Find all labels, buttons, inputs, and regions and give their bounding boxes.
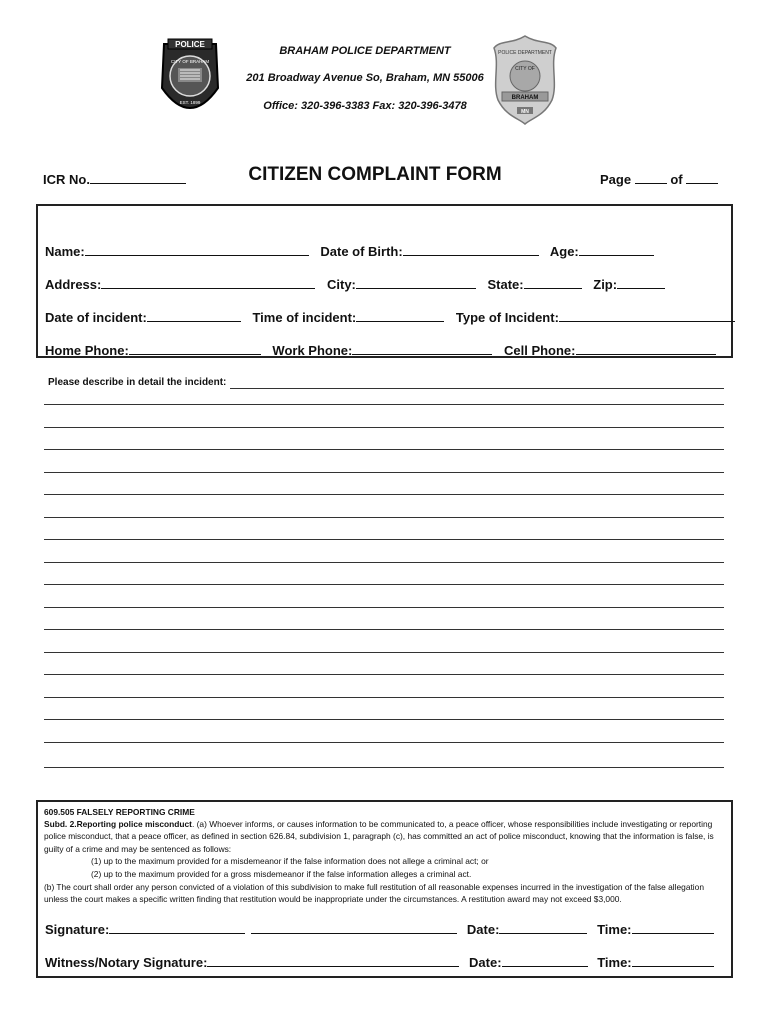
description-line[interactable]	[44, 539, 724, 540]
date-of-incident-label: Date of incident:	[45, 310, 147, 325]
icr-number-field[interactable]	[43, 171, 186, 187]
time-of-incident-field[interactable]	[356, 309, 444, 322]
type-of-incident-label: Type of Incident:	[455, 310, 559, 325]
witness-signature-label: Witness/Notary Signature:	[45, 955, 208, 970]
department-name: BRAHAM POLICE DEPARTMENT	[279, 45, 451, 57]
statute-para-a-text: . (a) Whoever informs, or causes information to be communicated to, a peace officer, whose responsibilities include investigating or reporting police misconduct, that a peace officer, as defined in section 626.84, subdivision 1, paragraph (c), has committed an act of police misconduct, knowing that the information is false, is guilty of a crime and may be sentenced as follows:	[44, 819, 714, 854]
form-title: CITIZEN COMPLAINT FORM	[248, 164, 502, 185]
svg-text:CITY OF BRAHAM: CITY OF BRAHAM	[170, 59, 210, 64]
statute-item-2: (2) up to the maximum provided for a gross misdemeanor if the false information alleges a criminal act.	[91, 869, 472, 879]
svg-text:MN: MN	[521, 109, 529, 115]
svg-text:CITY OF: CITY OF	[515, 66, 535, 72]
zip-label: Zip:	[593, 277, 618, 292]
description-line[interactable]	[44, 472, 724, 473]
svg-text:BRAHAM: BRAHAM	[511, 95, 539, 101]
signature-time-label: Time:	[597, 922, 632, 937]
age-field[interactable]	[579, 243, 654, 256]
name-field[interactable]	[85, 243, 309, 256]
work-phone-label: Work Phone:	[272, 343, 353, 358]
signature-row	[45, 921, 720, 937]
state-field[interactable]	[524, 276, 582, 289]
type-of-incident-field[interactable]	[559, 309, 735, 322]
description-line[interactable]	[44, 652, 724, 653]
description-line[interactable]	[44, 517, 724, 518]
witness-signature-field[interactable]	[207, 954, 459, 967]
signature-date-field[interactable]	[499, 921, 587, 934]
police-patch-logo	[158, 36, 222, 126]
date-of-incident-field[interactable]	[147, 309, 241, 322]
svg-text:EST. 1899: EST. 1899	[179, 100, 201, 105]
signature-field[interactable]	[109, 921, 245, 934]
state-label: State:	[487, 277, 524, 292]
time-of-incident-label: Time of incident:	[252, 310, 357, 325]
info-row-address	[45, 276, 673, 292]
witness-date-field[interactable]	[502, 954, 588, 967]
address-label: Address:	[45, 277, 102, 292]
statute-paragraph-a	[44, 818, 728, 855]
description-line[interactable]	[44, 719, 724, 720]
icr-blank[interactable]	[90, 171, 186, 184]
work-phone-field[interactable]	[352, 342, 492, 355]
witness-date-label: Date:	[469, 955, 502, 970]
signature-date-label: Date:	[466, 922, 500, 937]
page-number-blank[interactable]	[635, 171, 667, 184]
svg-text:POLICE DEPARTMENT: POLICE DEPARTMENT	[498, 50, 552, 56]
description-line[interactable]	[44, 607, 724, 608]
description-line[interactable]	[44, 494, 724, 495]
address-field[interactable]	[101, 276, 315, 289]
witness-time-label: Time:	[597, 955, 632, 970]
city-label: City:	[326, 277, 356, 292]
description-line[interactable]	[44, 404, 724, 405]
info-row-incident	[45, 309, 743, 325]
witness-row	[45, 954, 720, 970]
signature-time-field[interactable]	[632, 921, 714, 934]
dob-field[interactable]	[403, 243, 539, 256]
info-row-name	[45, 243, 662, 259]
home-phone-field[interactable]	[129, 342, 261, 355]
description-line[interactable]	[44, 629, 724, 630]
signature-label: Signature:	[45, 922, 110, 937]
statute-heading: 609.505 FALSELY REPORTING CRIME	[44, 807, 195, 817]
of-label: of	[670, 172, 683, 187]
page-label: Page	[600, 172, 632, 187]
home-phone-label: Home Phone:	[45, 343, 129, 358]
description-line[interactable]	[44, 584, 724, 585]
cell-phone-field[interactable]	[576, 342, 716, 355]
description-line[interactable]	[44, 767, 724, 768]
info-row-phones	[45, 342, 724, 358]
signature-field-2[interactable]	[251, 921, 457, 934]
description-line[interactable]	[44, 427, 724, 428]
statute-paragraph-b: (b) The court shall order any person convicted of a violation of this subdivision to make full restitution of all reasonable expenses incurred in the investigation of the false allegation unless the court makes a specific written finding that restitution would be inappropriate under the circumstances. A restitution award may not exceed $3,000.	[44, 882, 704, 905]
page-of-field[interactable]	[600, 171, 718, 187]
cell-phone-label: Cell Phone:	[503, 343, 576, 358]
zip-field[interactable]	[617, 276, 665, 289]
dob-label: Date of Birth:	[320, 244, 403, 259]
statute-item-1: (1) up to the maximum provided for a misdemeanor if the false information does not allege a criminal act; or	[91, 856, 489, 866]
age-label: Age:	[549, 244, 579, 259]
description-line[interactable]	[44, 674, 724, 675]
description-line[interactable]	[44, 742, 724, 743]
description-line[interactable]	[44, 697, 724, 698]
name-label: Name:	[45, 244, 85, 259]
city-field[interactable]	[356, 276, 476, 289]
description-line[interactable]	[230, 388, 724, 389]
department-address: 201 Broadway Avenue So, Braham, MN 55006	[246, 72, 484, 84]
description-label: Please describe in detail the incident:	[48, 377, 227, 388]
department-phones: Office: 320-396-3383 Fax: 320-396-3478	[263, 100, 467, 112]
witness-time-field[interactable]	[632, 954, 714, 967]
page-total-blank[interactable]	[686, 171, 718, 184]
description-line[interactable]	[44, 449, 724, 450]
police-badge-logo	[490, 34, 560, 126]
icr-label: ICR No.	[43, 172, 90, 187]
svg-text:POLICE: POLICE	[175, 40, 205, 49]
description-line[interactable]	[44, 562, 724, 563]
statute-subdivision-title: Subd. 2.Reporting police misconduct	[44, 819, 192, 829]
